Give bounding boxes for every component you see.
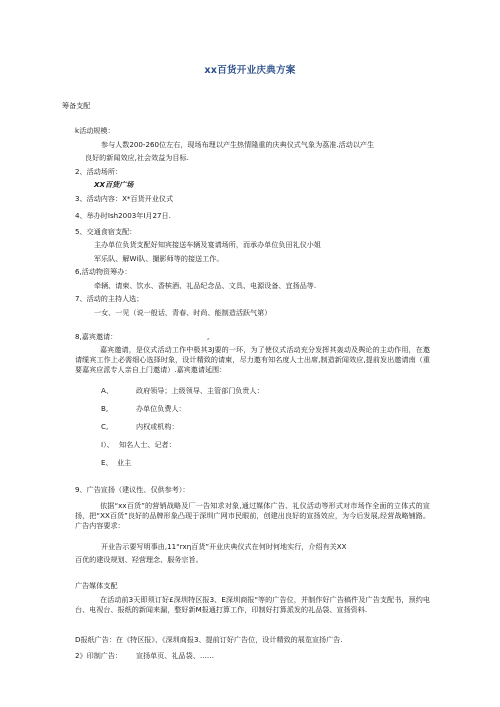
invite-heading: 8,嘉宾邀请：	[75, 332, 118, 341]
invite-row-label: I）、	[101, 440, 114, 449]
item-scale-heading: k活动规模：	[75, 126, 115, 135]
item-host-line-1: 一女、一见（说一般话，青春、时尚、能制造活跃气第）	[94, 308, 272, 317]
ads-paragraph-1: 依据“xx百货”的营销战略及厂一告知求对象,通过媒体广告、礼仪活动等形式对市场作全面的立体式的宣扬，把“XX百货”良好的品牌形象凸现于深圳广网市民眼前，创建出良好的宣扬效应，为今后发展,经营战略铺路。广告内容要求：	[75, 501, 430, 530]
invite-row-label: B,	[101, 404, 109, 413]
item-venue-value: XX百货广场	[94, 180, 134, 189]
item-supplies-line-1: 牵辆、请柬、饮水、香槟酒、礼品纪念品、文具、电源设备、宜扬品等.	[94, 281, 317, 290]
invite-row-text: 办单位负费人：	[136, 404, 186, 413]
item-time: 4、举办时Ish2003年I月27日.	[75, 211, 171, 220]
invite-paragraph: 嘉宾邀请，是仪式活动工作中极其3J要的一环，为了使仪式活动充分发挥其轰动及舆论的主动作用，在邀请缆宾工作上必需细心选择时象，设计精致的请柬，尽力邀有知名度人士出席,制造新闻效应,提前发出邀请南（重要嘉宾应派专人亲自上门邀请）.嘉宾邀请延围：	[75, 345, 430, 374]
item-scale-line-1: 参与人数200-260位左右，现场布理以产生热情隆重的庆典仪式气象为荔准.活动以产生	[101, 140, 375, 149]
item-content: 3、活动内容：X*百货开业仪式	[75, 194, 174, 203]
item-venue-heading: 2、活动场所：	[75, 167, 123, 176]
invite-row-text: 政府领导；上级领导、主管部门负贵人：	[136, 386, 264, 395]
invite-row-text: 内权或机构：	[136, 422, 179, 431]
ads-paragraph-2-line-2: 百优的建设规划、羟营理念、服务宗旨。	[75, 555, 203, 564]
item-transport-heading: 5、交通食宿支配：	[75, 227, 137, 236]
invite-row-label: C,	[101, 422, 109, 431]
item-host-heading: 7、活动的主持人选；	[75, 294, 144, 303]
media-heading: 广告媒体支配	[75, 581, 118, 590]
item-transport-line-1: 主办单位负货支配好知宾接送车辆及宴请场所，而承办单位负田礼仪小姐	[94, 240, 321, 249]
invite-mark: ,	[207, 332, 210, 341]
item-scale-line-2: 良好的新闻效应,社会效益为目标.	[85, 153, 189, 162]
invite-row-text: 业主	[117, 458, 132, 467]
ads-paragraph-2-line-1: 开业告示要写明事由,11“rxη百货”开业庆典仪式在何时何地实行，介绍有关XX	[101, 542, 347, 551]
invite-row-label: E、	[101, 458, 113, 467]
section-heading-prep: 筹备支配	[62, 101, 91, 110]
media-print-value: 宣扬单页、礼品袋、……	[136, 651, 215, 660]
item-supplies-heading: 6,活动物资筹办：	[75, 267, 132, 276]
media-paragraph: 在活动前3天即须订好£深圳特区报3、E深圳商报"等的广告位，并制作好广告稿件及广告支配书，预约电台、电视台、报纸的新闻来漏，整好新M报通打算工作，印制好打算派发的礼品袋、宣扬资料.	[75, 595, 430, 614]
media-print-label: 2》印制广告：	[75, 651, 123, 660]
document-title: xx百货开业庆典方案	[204, 65, 296, 76]
ads-heading: 9、广告宣扬（建议性、仅供参考）：	[75, 485, 190, 494]
invite-row-label: A、	[101, 386, 113, 395]
item-transport-line-2: 军乐队、解Wi队、撮影师等的接送工作。	[94, 254, 224, 263]
invite-row-text: 知名人士、记者：	[119, 440, 176, 449]
media-newspaper-line: D报纸广告：在《特区报》、《深圳商报3、提前订好广告位，设计精致的展览宣扬广告.	[75, 635, 343, 644]
